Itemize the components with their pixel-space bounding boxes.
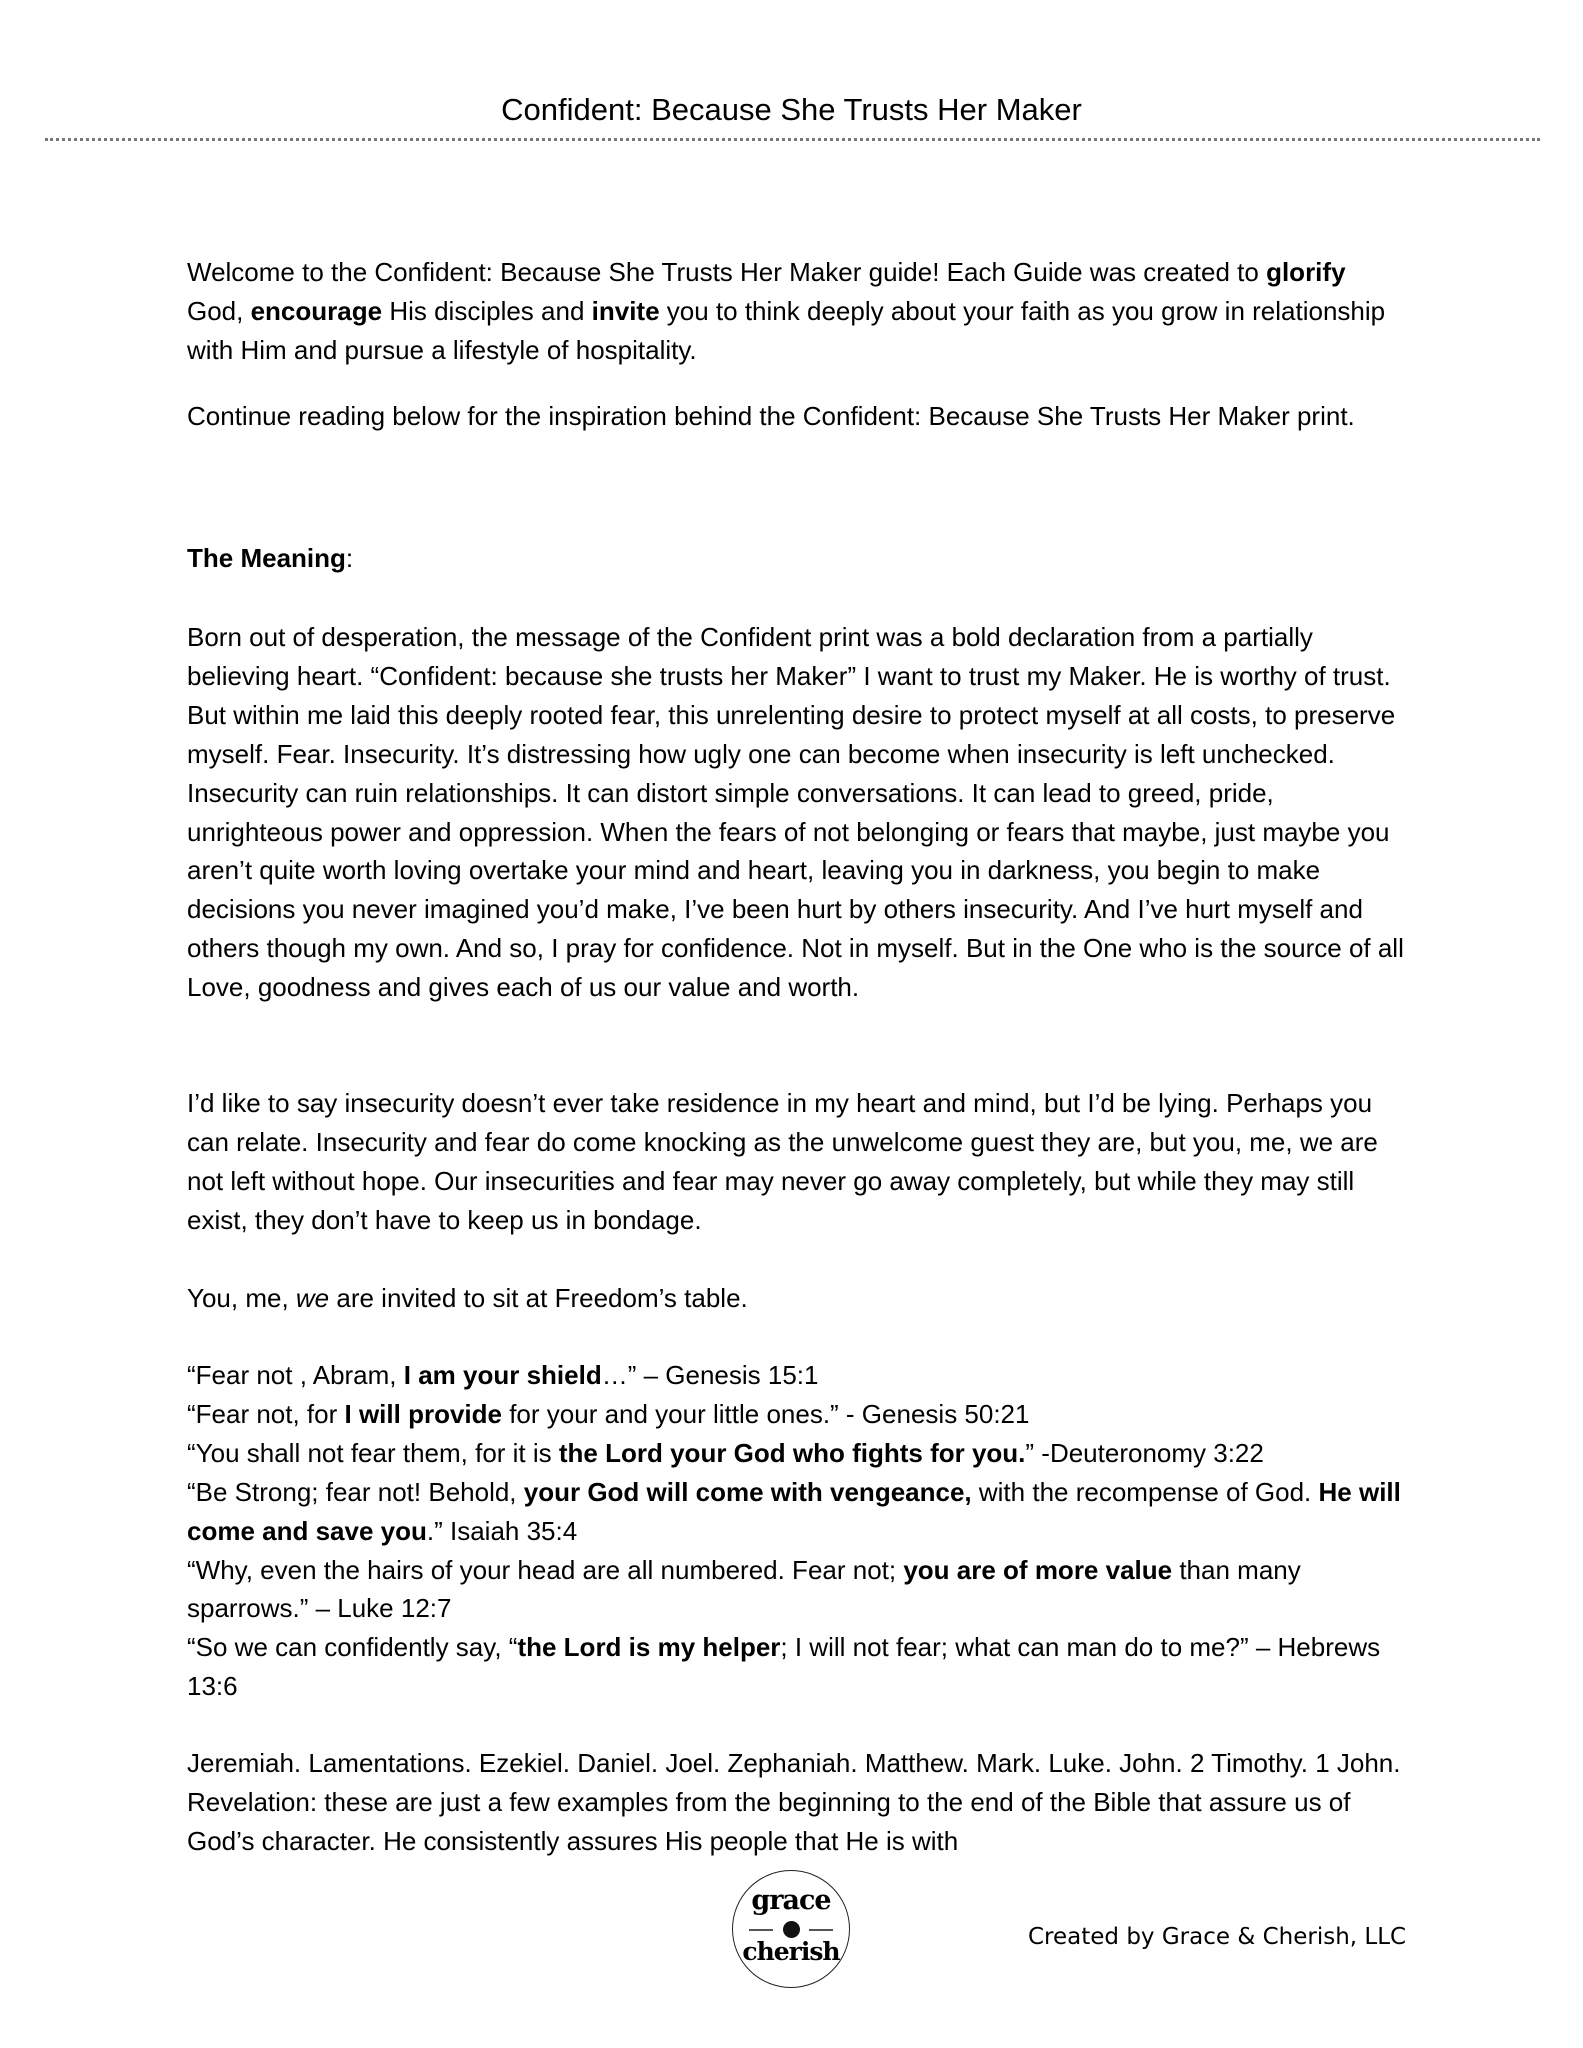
text-line-group — [187, 618, 1409, 1007]
bold-text: I will provide — [344, 1398, 502, 1429]
text-line-group — [187, 1395, 1409, 1434]
text-run: God, — [187, 295, 251, 326]
insecurity-paragraph — [187, 1084, 1409, 1240]
bold-text: I am your shield — [403, 1360, 602, 1390]
bold-text: your God will come with vengeance, — [523, 1476, 972, 1507]
text-run: Jeremiah. Lamentations. Ezekiel. Daniel. Joel. Zephaniah. Matthew. Mark. Luke. John. 2 Timothy. 1 John. Revelation: these are just a few examples from the beginning to the end of the Bible that assure us of God’s character. He consistently assures His people that He is with — [187, 1748, 1401, 1856]
logo-divider — [749, 1923, 833, 1937]
italic-text: we — [295, 1283, 330, 1313]
text-run: …” – Genesis 15:1 — [601, 1360, 819, 1390]
books-paragraph — [187, 1744, 1409, 1861]
text-run: you to think deeply about your faith as you grow in relationship with Him and pursue a lifestyle of hospitality. — [187, 295, 1386, 365]
bold-text: the Lord your God who fights for you. — [558, 1437, 1026, 1468]
continue-paragraph — [187, 397, 1409, 436]
text-run: with the recompense of God. — [971, 1476, 1319, 1507]
text-run: ” -Deuteronomy 3:22 — [1025, 1437, 1264, 1468]
dotted-divider — [45, 138, 1540, 141]
text-run: You, me, — [187, 1283, 296, 1313]
text-line-group — [187, 1744, 1409, 1861]
text-run: than many sparrows.” – Luke 12:7 — [187, 1554, 1301, 1624]
grace-cherish-logo — [732, 1870, 850, 1988]
text-run: Welcome to the Confident: Because She Trusts Her Maker guide! Each Guide was created to — [187, 257, 1267, 287]
logo-word-grace: grace — [751, 1885, 831, 1916]
verse-list — [187, 1356, 1409, 1706]
text-line-group — [187, 1473, 1409, 1551]
text-run: ; I will not fear; what can man do to me?” – Hebrews 13:6 — [187, 1632, 1381, 1702]
bold-text: The Meaning — [187, 543, 346, 573]
text-run: : — [345, 543, 354, 573]
page-title: Confident: Because She Trusts Her Maker — [501, 92, 1082, 127]
text-run: are invited to sit at Freedom’s table. — [329, 1283, 748, 1313]
meaning-paragraph — [187, 618, 1409, 1007]
bold-text: you are of more value — [903, 1554, 1173, 1585]
text-run: Born out of desperation, the message of the Confident print was a bold declaration from a partially believing heart. “Confident: because she trusts her Maker” I want to trust my Maker. He is worthy of trust. But within me laid this deeply rooted fear, this unrelenting desire to protect myself at all costs, to preserve myself. Fear. Insecurity. It’s distressing how ugly one can become when insecurity is left unchecked. Insecurity can ruin relationships. It can distort simple conversations. It can lead to greed, pride, unrighteous power and oppression. When the fears of not belonging or fears that maybe, just maybe you aren’t quite worth loving overtake your mind and heart, leaving you in darkness, you begin to make decisions you never imagined you’d make, I’ve been hurt by others insecurity. And I’ve hurt myself and others though my own. And so, I pray for confidence. Not in myself. But in the One who is the source of all Love, goodness and gives each of us our value and worth. — [187, 622, 1404, 1003]
text-run: “Fear not, for — [187, 1398, 345, 1429]
text-run: “Fear not , Abram, — [187, 1360, 404, 1390]
text-run: “Be Strong; fear not! Behold, — [187, 1476, 524, 1507]
text-run: .” Isaiah 35:4 — [426, 1515, 578, 1546]
bold-text: encourage — [250, 295, 383, 326]
text-line-group — [187, 1434, 1409, 1473]
text-run: for your and your little ones.” - Genesis 50:21 — [501, 1398, 1030, 1429]
text-run: His disciples and — [382, 295, 592, 326]
text-line-group — [187, 1279, 1409, 1318]
logo-word-cherish: cherish — [742, 1937, 840, 1966]
text-line-group — [187, 1084, 1409, 1240]
bold-text: invite — [591, 295, 660, 326]
intro-paragraph — [187, 253, 1409, 370]
text-run: “So we can confidently say, “ — [187, 1632, 518, 1663]
footer-credit: Created by Grace & Cherish, LLC — [1028, 1924, 1407, 1950]
text-line-group — [187, 1628, 1409, 1706]
text-run: Continue reading below for the inspiration behind the Confident: Because She Trusts Her Maker print. — [187, 401, 1355, 431]
text-run: “You shall not fear them, for it is — [187, 1437, 559, 1468]
bold-text: the Lord is my helper — [517, 1632, 781, 1663]
text-run: “Why, even the hairs of your head are all numbered. Fear not; — [187, 1554, 904, 1585]
invited-paragraph — [187, 1279, 1409, 1318]
text-line-group — [187, 397, 1409, 436]
text-line-group — [187, 1551, 1409, 1629]
text-run: I’d like to say insecurity doesn’t ever take residence in my heart and mind, but I’d be lying. Perhaps you can relate. Insecurity and fear do come knocking as the unwelcome guest they are, but you, me, we are not left without hope. Our insecurities and fear may never go away completely, but while they may still exist, they don’t have to keep us in bondage. — [187, 1088, 1378, 1235]
bold-text: glorify — [1266, 257, 1346, 287]
text-line-group — [187, 1356, 1409, 1395]
bold-text: He will come and save you — [187, 1476, 1401, 1546]
section-heading — [187, 539, 1409, 578]
text-line-group — [187, 253, 1409, 370]
text-line-group — [187, 539, 1409, 578]
